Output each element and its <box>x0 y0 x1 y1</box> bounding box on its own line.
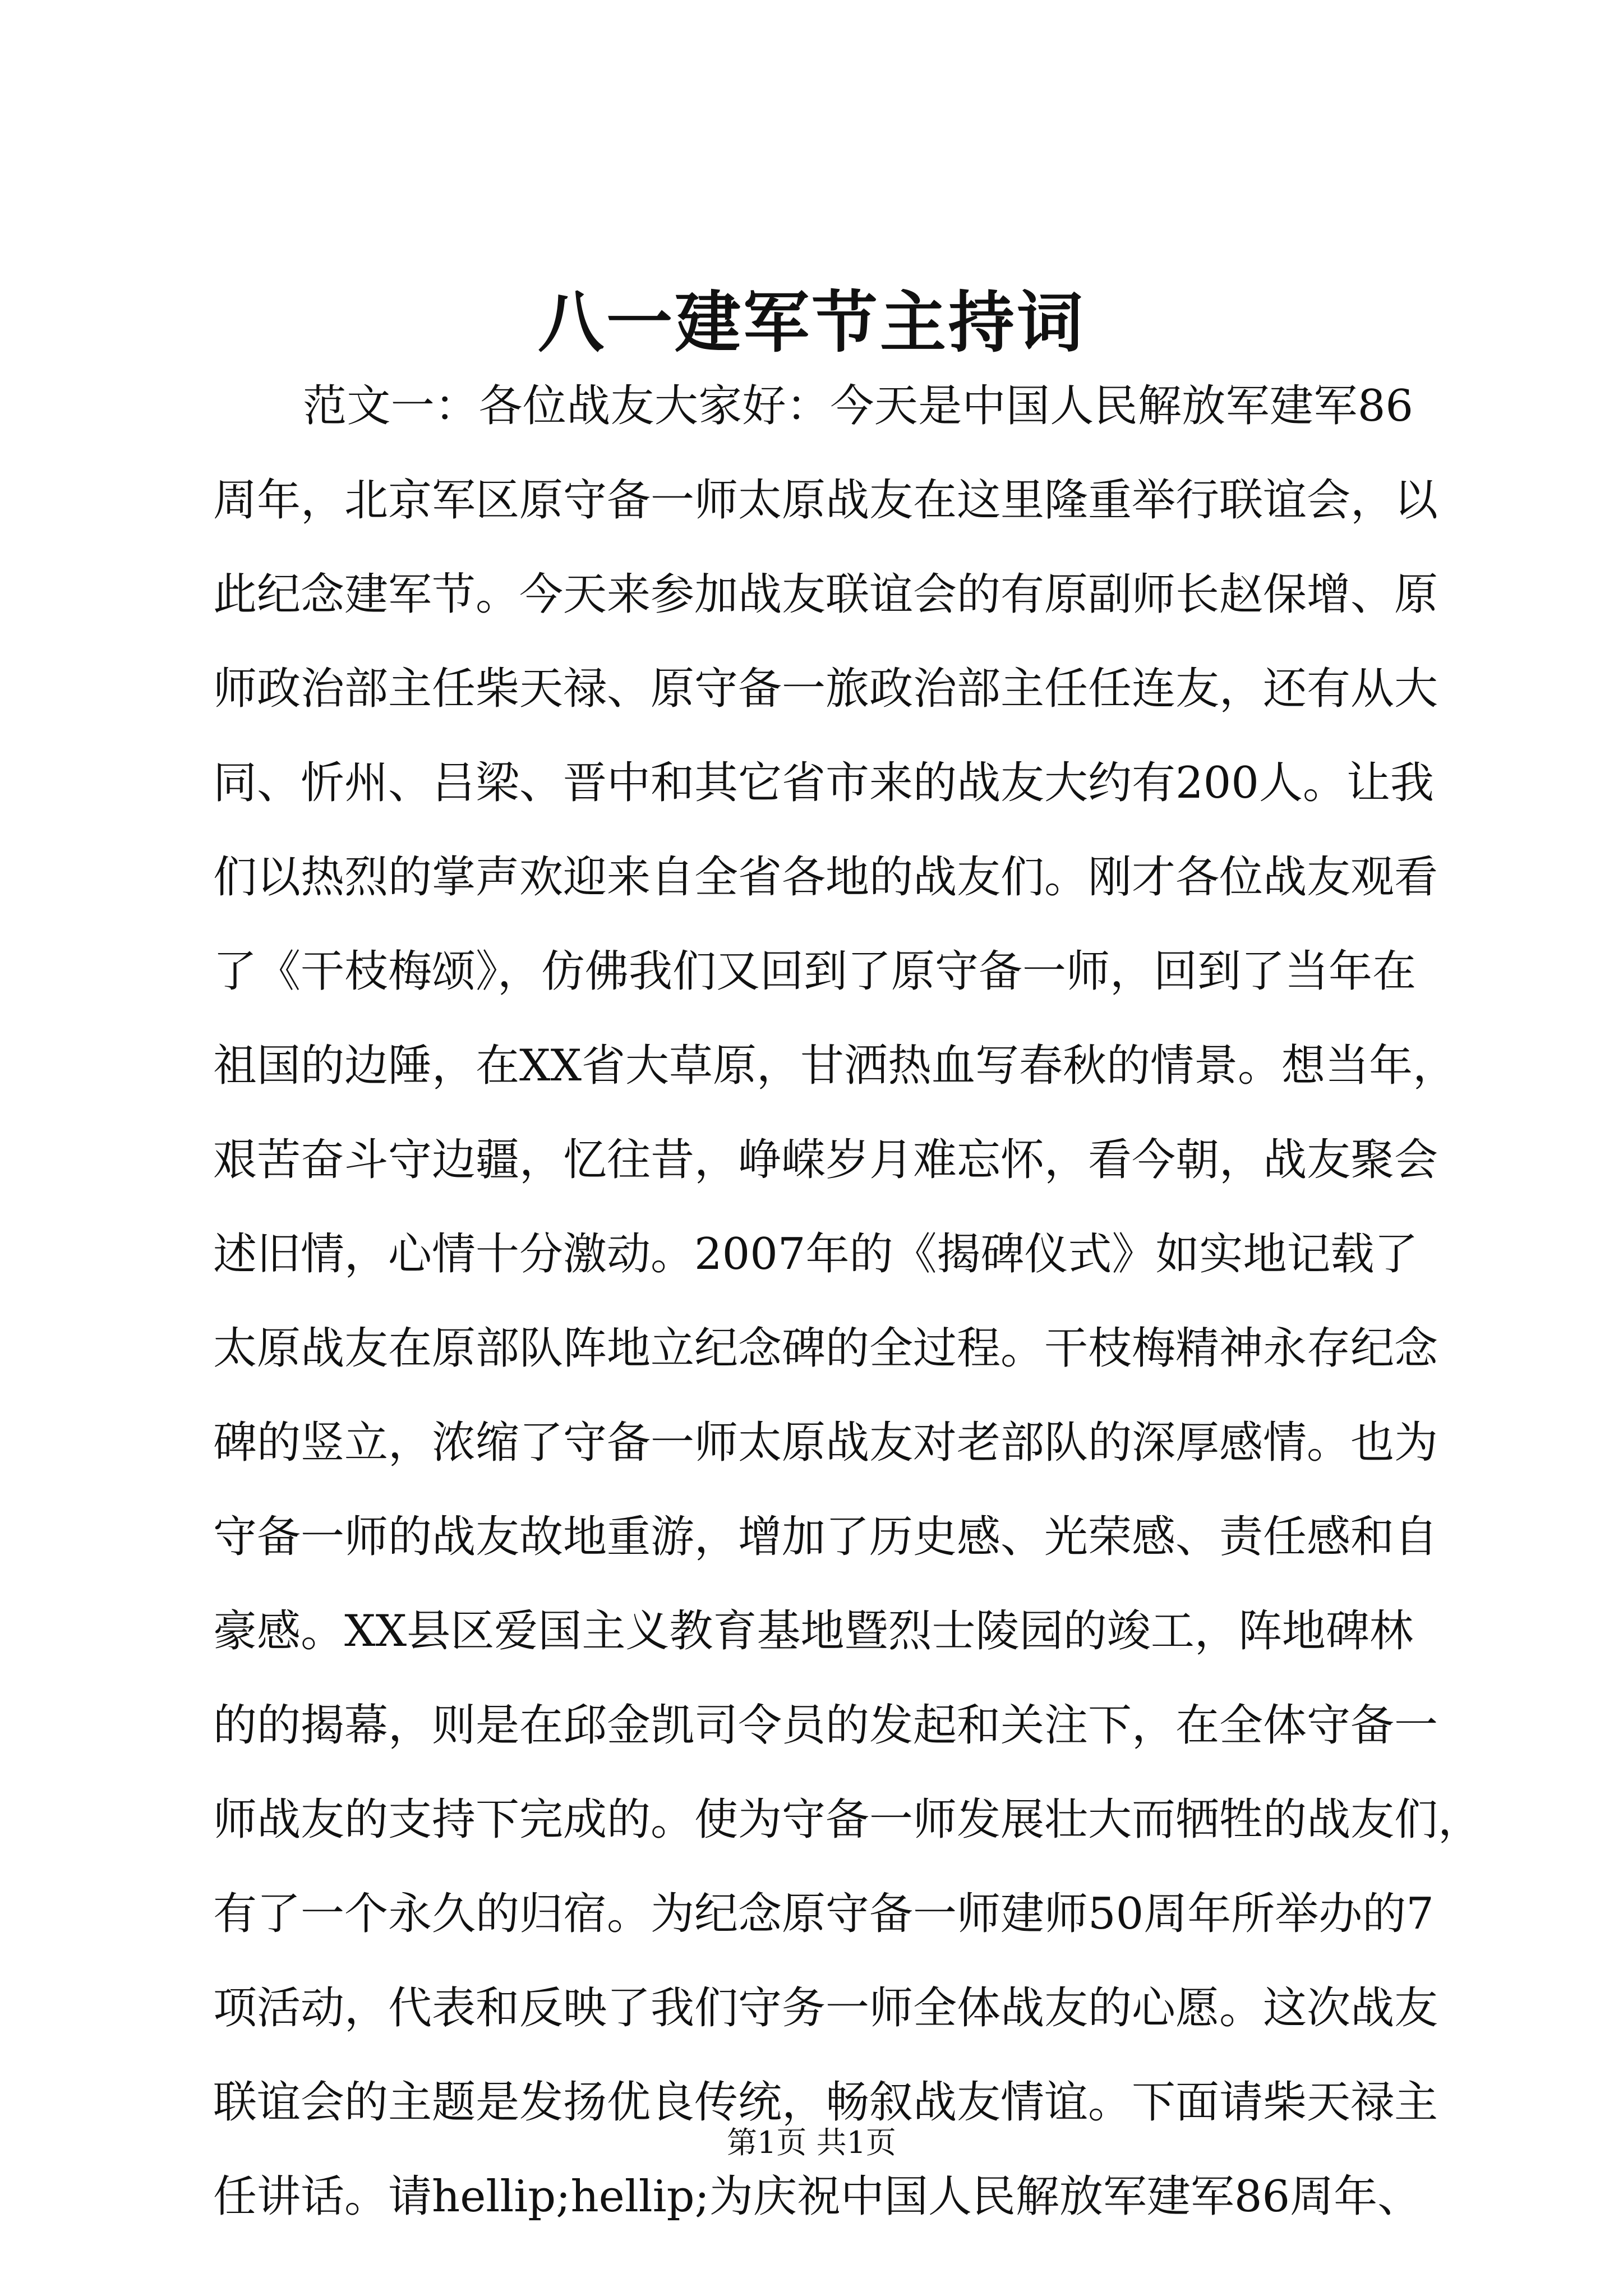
body-line: 周年，北京军区原守备一师太原战友在这里隆重举行联谊会，以 <box>213 475 1438 526</box>
body-line: 范文一：各位战友大家好：今天是中国人民解放军建军86 <box>303 381 1413 431</box>
body-line: 师政治部主任柴天禄、原守备一旅政治部主任任连友，还有从大 <box>213 664 1438 714</box>
body-line: 的的揭幕，则是在邱金凯司令员的发起和关注下，在全体守备一 <box>213 1700 1438 1751</box>
document-title: 八一建军节主持词 <box>537 283 1085 361</box>
body-line: 守备一师的战友故地重游，增加了历史感、光荣感、责任感和自 <box>213 1512 1438 1562</box>
body-line: 此纪念建军节。今天来参加战友联谊会的有原副师长赵保增、原 <box>213 569 1438 620</box>
body-line: 碑的竖立，浓缩了守备一师太原战友对老部队的深厚感情。也为 <box>213 1418 1438 1468</box>
body-line: 述旧情，心情十分激动。2007年的《揭碑仪式》如实地记载了 <box>213 1229 1418 1280</box>
body-line: 师战友的支持下完成的。使为守备一师发展壮大而牺牲的战友们， <box>213 1795 1482 1845</box>
page-footer: 第1页 共1页 <box>727 2125 896 2160</box>
body-line: 艰苦奋斗守边疆，忆往昔，峥嵘岁月难忘怀，看今朝，战友聚会 <box>213 1135 1438 1185</box>
body-line: 联谊会的主题是发扬优良传统，畅叙战友情谊。下面请柴天禄主 <box>213 2077 1438 2128</box>
body-line: 豪感。XX县区爱国主义教育基地暨烈士陵园的竣工，阵地碑林 <box>213 1606 1413 1657</box>
body-line: 同、忻州、吕梁、晋中和其它省市来的战友大约有200人。让我 <box>213 758 1434 808</box>
body-line: 祖国的边陲，在XX省大草原，甘洒热血写春秋的情景。想当年， <box>213 1041 1457 1091</box>
body-line: 任讲话。请hellip;hellip;为庆祝中国人民解放军建军86周年、 <box>213 2171 1422 2222</box>
body-line: 了《干枝梅颂》，仿佛我们又回到了原守备一师，回到了当年在 <box>213 946 1417 997</box>
body-line: 太原战友在原部队阵地立纪念碑的全过程。干枝梅精神永存纪念 <box>213 1323 1438 1374</box>
body-line: 们以热烈的掌声欢迎来自全省各地的战友们。刚才各位战友观看 <box>213 852 1438 903</box>
document-body <box>213 359 1482 2244</box>
body-line: 项活动，代表和反映了我们守务一师全体战友的心愿。这次战友 <box>213 1983 1438 2033</box>
body-line: 有了一个永久的归宿。为纪念原守备一师建师50周年所举办的7 <box>213 1889 1434 1939</box>
